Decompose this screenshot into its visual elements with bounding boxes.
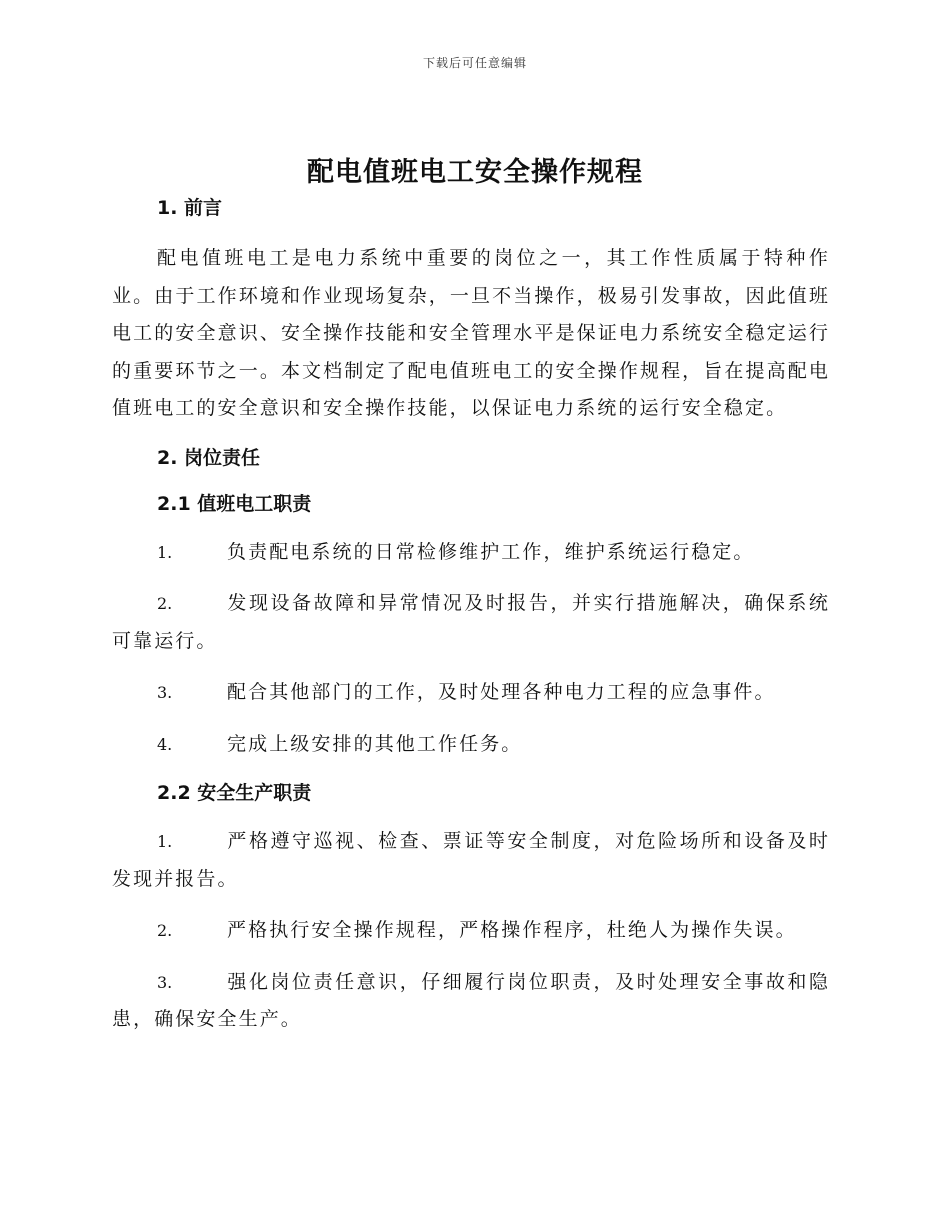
list-item-number: 2. [157, 594, 173, 613]
document-title: 配电值班电工安全操作规程 [307, 157, 643, 188]
document-body [112, 192, 830, 1039]
section-heading-1: 1. 前言 [157, 197, 223, 219]
list-item-text: 强化岗位责任意识，仔细履行岗位职责，及时处理安全事故和隐患，确保安全生产。 [112, 970, 830, 1030]
list-item [112, 534, 830, 572]
list-item-text: 发现设备故障和异常情况及时报告，并实行措施解决，确保系统可靠运行。 [112, 592, 830, 652]
list-item [112, 823, 830, 898]
list-item-number: 4. [157, 734, 173, 754]
list-item [112, 674, 830, 712]
list-item [112, 726, 830, 764]
section-heading-2-2: 2.2 安全生产职责 [157, 782, 312, 804]
intro-paragraph: 配电值班电工是电力系统中重要的岗位之一，其工作性质属于特种作业。由于工作环境和作业现场复杂，一旦不当操作，极易引发事故，因此值班电工的安全意识、安全操作技能和安全管理水平是保证电力系统安全稳定运行的重要环节之一。本文档制定了配电值班电工的安全操作规程，旨在提高配电值班电工的安全意识和安全操作技能，以保证电力系统的运行安全稳定。 [112, 247, 830, 419]
list-item-text: 完成上级安排的其他工作任务。 [227, 732, 523, 755]
list-item-text: 负责配电系统的日常检修维护工作，维护系统运行稳定。 [227, 540, 755, 563]
list-item [112, 912, 830, 950]
list-item-number: 3. [157, 972, 173, 992]
list-item [112, 585, 830, 660]
section-heading-2: 2. 岗位责任 [157, 446, 261, 469]
list-item-number: 1. [157, 542, 173, 562]
section-heading-2-1: 2.1 值班电工职责 [157, 492, 312, 515]
list-item-text: 严格遵守巡视、检查、票证等安全制度，对危险场所和设备及时发现并报告。 [112, 830, 830, 890]
list-item-number: 1. [157, 832, 173, 851]
list-item [112, 964, 830, 1039]
list-item-number: 2. [157, 921, 173, 940]
list-item-text: 严格执行安全操作规程，严格操作程序，杜绝人为操作失误。 [227, 919, 797, 941]
header-note: 下载后可任意编辑 [422, 56, 527, 70]
list-item-text: 配合其他部门的工作，及时处理各种电力工程的应急事件。 [227, 681, 776, 703]
list-item-number: 3. [157, 683, 173, 702]
